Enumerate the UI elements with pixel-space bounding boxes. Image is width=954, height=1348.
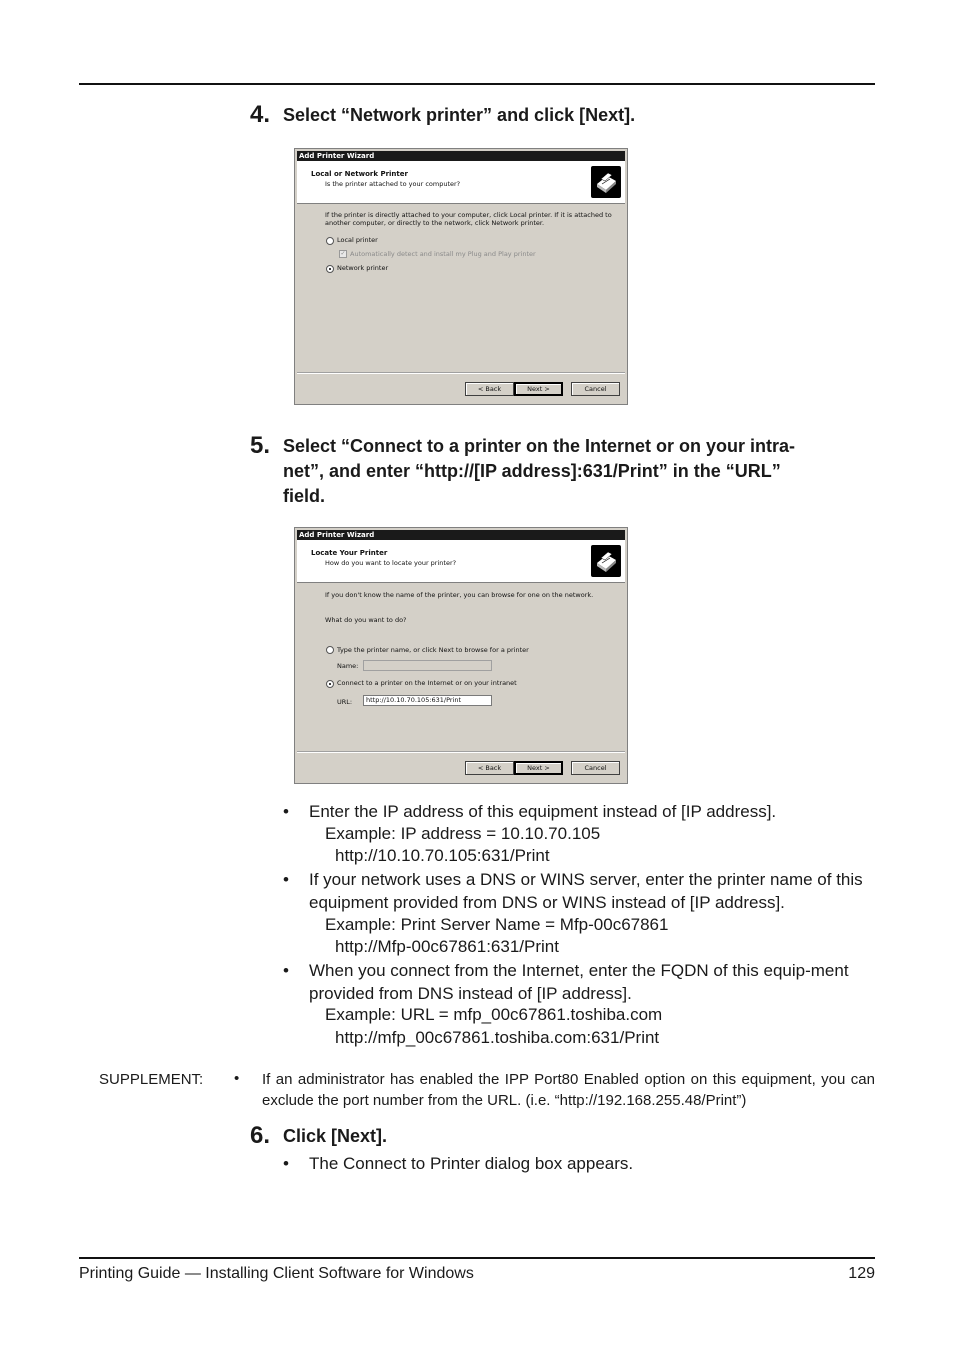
dialog-header	[297, 161, 625, 204]
url-label: URL:	[337, 698, 353, 706]
next-button[interactable]: Next >	[514, 761, 563, 775]
bullet-3-example-url: http://mfp_00c67861.toshiba.com:631/Print	[335, 1028, 660, 1047]
bullet-2-example: Example: Print Server Name = Mfp-00c67861	[325, 915, 669, 934]
step-6-bullet-text: The Connect to Printer dialog box appears.	[309, 1154, 634, 1173]
dialog-heading: Local or Network Printer	[311, 170, 408, 178]
back-button[interactable]: < Back	[465, 761, 514, 775]
step-5-text-line-3: field.	[283, 486, 326, 506]
bullet-3-example: Example: URL = mfp_00c67861.toshiba.com	[325, 1005, 663, 1024]
bullet-marker: •	[283, 1154, 289, 1173]
connect-internet-label: Connect to a printer on the Internet or on your intranet	[337, 679, 517, 687]
dialog-heading: Locate Your Printer	[311, 549, 388, 557]
bullet-2-example-url: http://Mfp-00c67861:631/Print	[335, 937, 559, 956]
name-field[interactable]	[363, 660, 492, 671]
step-6-number: 6.	[250, 1122, 271, 1149]
step-4-number: 4.	[250, 101, 271, 128]
dialog-title-bar: Add Printer Wizard	[297, 530, 625, 540]
dialog-separator	[297, 751, 625, 753]
back-button[interactable]: < Back	[465, 382, 514, 396]
network-printer-label: Network printer	[337, 264, 389, 272]
header-rule	[79, 83, 875, 85]
bullet-1-text: Enter the IP address of this equipment instead of [IP address].	[309, 802, 777, 821]
type-printer-name-radio[interactable]	[326, 646, 334, 654]
step-5-text-line-1: Select “Connect to a printer on the Internet or on your intra-	[283, 436, 796, 456]
url-field[interactable]: http://10.10.70.105:631/Print	[363, 695, 492, 706]
cancel-button[interactable]: Cancel	[571, 382, 620, 396]
cancel-button[interactable]: Cancel	[571, 761, 620, 775]
supplement-label: SUPPLEMENT:	[99, 1071, 204, 1088]
bullet-2-text: If your network uses a DNS or WINS server, enter the printer name of this equipment provided from DNS or WINS instead of [IP address].	[309, 870, 863, 912]
dialog-instructions: If you don't know the name of the printer, you can browse for one on the network.	[325, 591, 594, 599]
dialog-header	[297, 540, 625, 583]
printer-wizard-icon	[591, 545, 621, 577]
local-printer-label: Local printer	[337, 236, 378, 244]
add-printer-wizard-dialog-local-or-network	[294, 148, 628, 405]
add-printer-wizard-dialog-locate-printer	[294, 527, 628, 784]
supplement-text: If an administrator has enabled the IPP Port80 Enabled option on this equipment, you can exclude the port number from the URL. (i.e. “http://192.168.255.48/Print”)	[262, 1071, 875, 1109]
step-4-text: Select “Network printer” and click [Next].	[283, 105, 636, 125]
footer-rule	[79, 1257, 875, 1259]
bullet-1-example: Example: IP address = 10.10.70.105	[325, 824, 601, 843]
supplement-bullet: •	[234, 1070, 240, 1087]
bullet-marker: •	[283, 802, 289, 821]
local-printer-radio[interactable]	[326, 237, 334, 245]
dialog-subheading: How do you want to locate your printer?	[325, 559, 457, 567]
bullet-marker: •	[283, 961, 289, 980]
dialog-instructions: If the printer is directly attached to your computer, click Local printer. If it is attached to another computer, or directly to the network, click Network printer.	[325, 211, 612, 227]
bullet-1-example-url: http://10.10.70.105:631/Print	[335, 846, 550, 865]
printer-wizard-icon	[591, 166, 621, 198]
autodetect-label: Automatically detect and install my Plug and Play printer	[350, 250, 536, 258]
type-printer-name-label: Type the printer name, or click Next to browse for a printer	[337, 646, 529, 654]
dialog-separator	[297, 372, 625, 374]
bullet-marker: •	[283, 870, 289, 889]
step-5-text-line-2: net”, and enter “http://[IP address]:631/Print” in the “URL”	[283, 461, 781, 481]
page-number: 129	[848, 1265, 875, 1282]
step-5-number: 5.	[250, 432, 271, 459]
dialog-subheading: Is the printer attached to your computer?	[325, 180, 461, 188]
dialog-question: What do you want to do?	[325, 616, 407, 624]
footer-title: Printing Guide — Installing Client Software for Windows	[79, 1265, 474, 1282]
next-button[interactable]: Next >	[514, 382, 563, 396]
dialog-title-bar: Add Printer Wizard	[297, 151, 625, 161]
step-6-text: Click [Next].	[283, 1126, 388, 1146]
name-label: Name:	[337, 662, 359, 670]
autodetect-checkbox[interactable]: ✓	[340, 250, 346, 257]
connect-internet-radio[interactable]	[326, 680, 334, 688]
bullet-3-text: When you connect from the Internet, enter the FQDN of this equip-ment provided from DNS instead of [IP address].	[309, 961, 849, 1003]
network-printer-radio[interactable]	[326, 265, 334, 273]
